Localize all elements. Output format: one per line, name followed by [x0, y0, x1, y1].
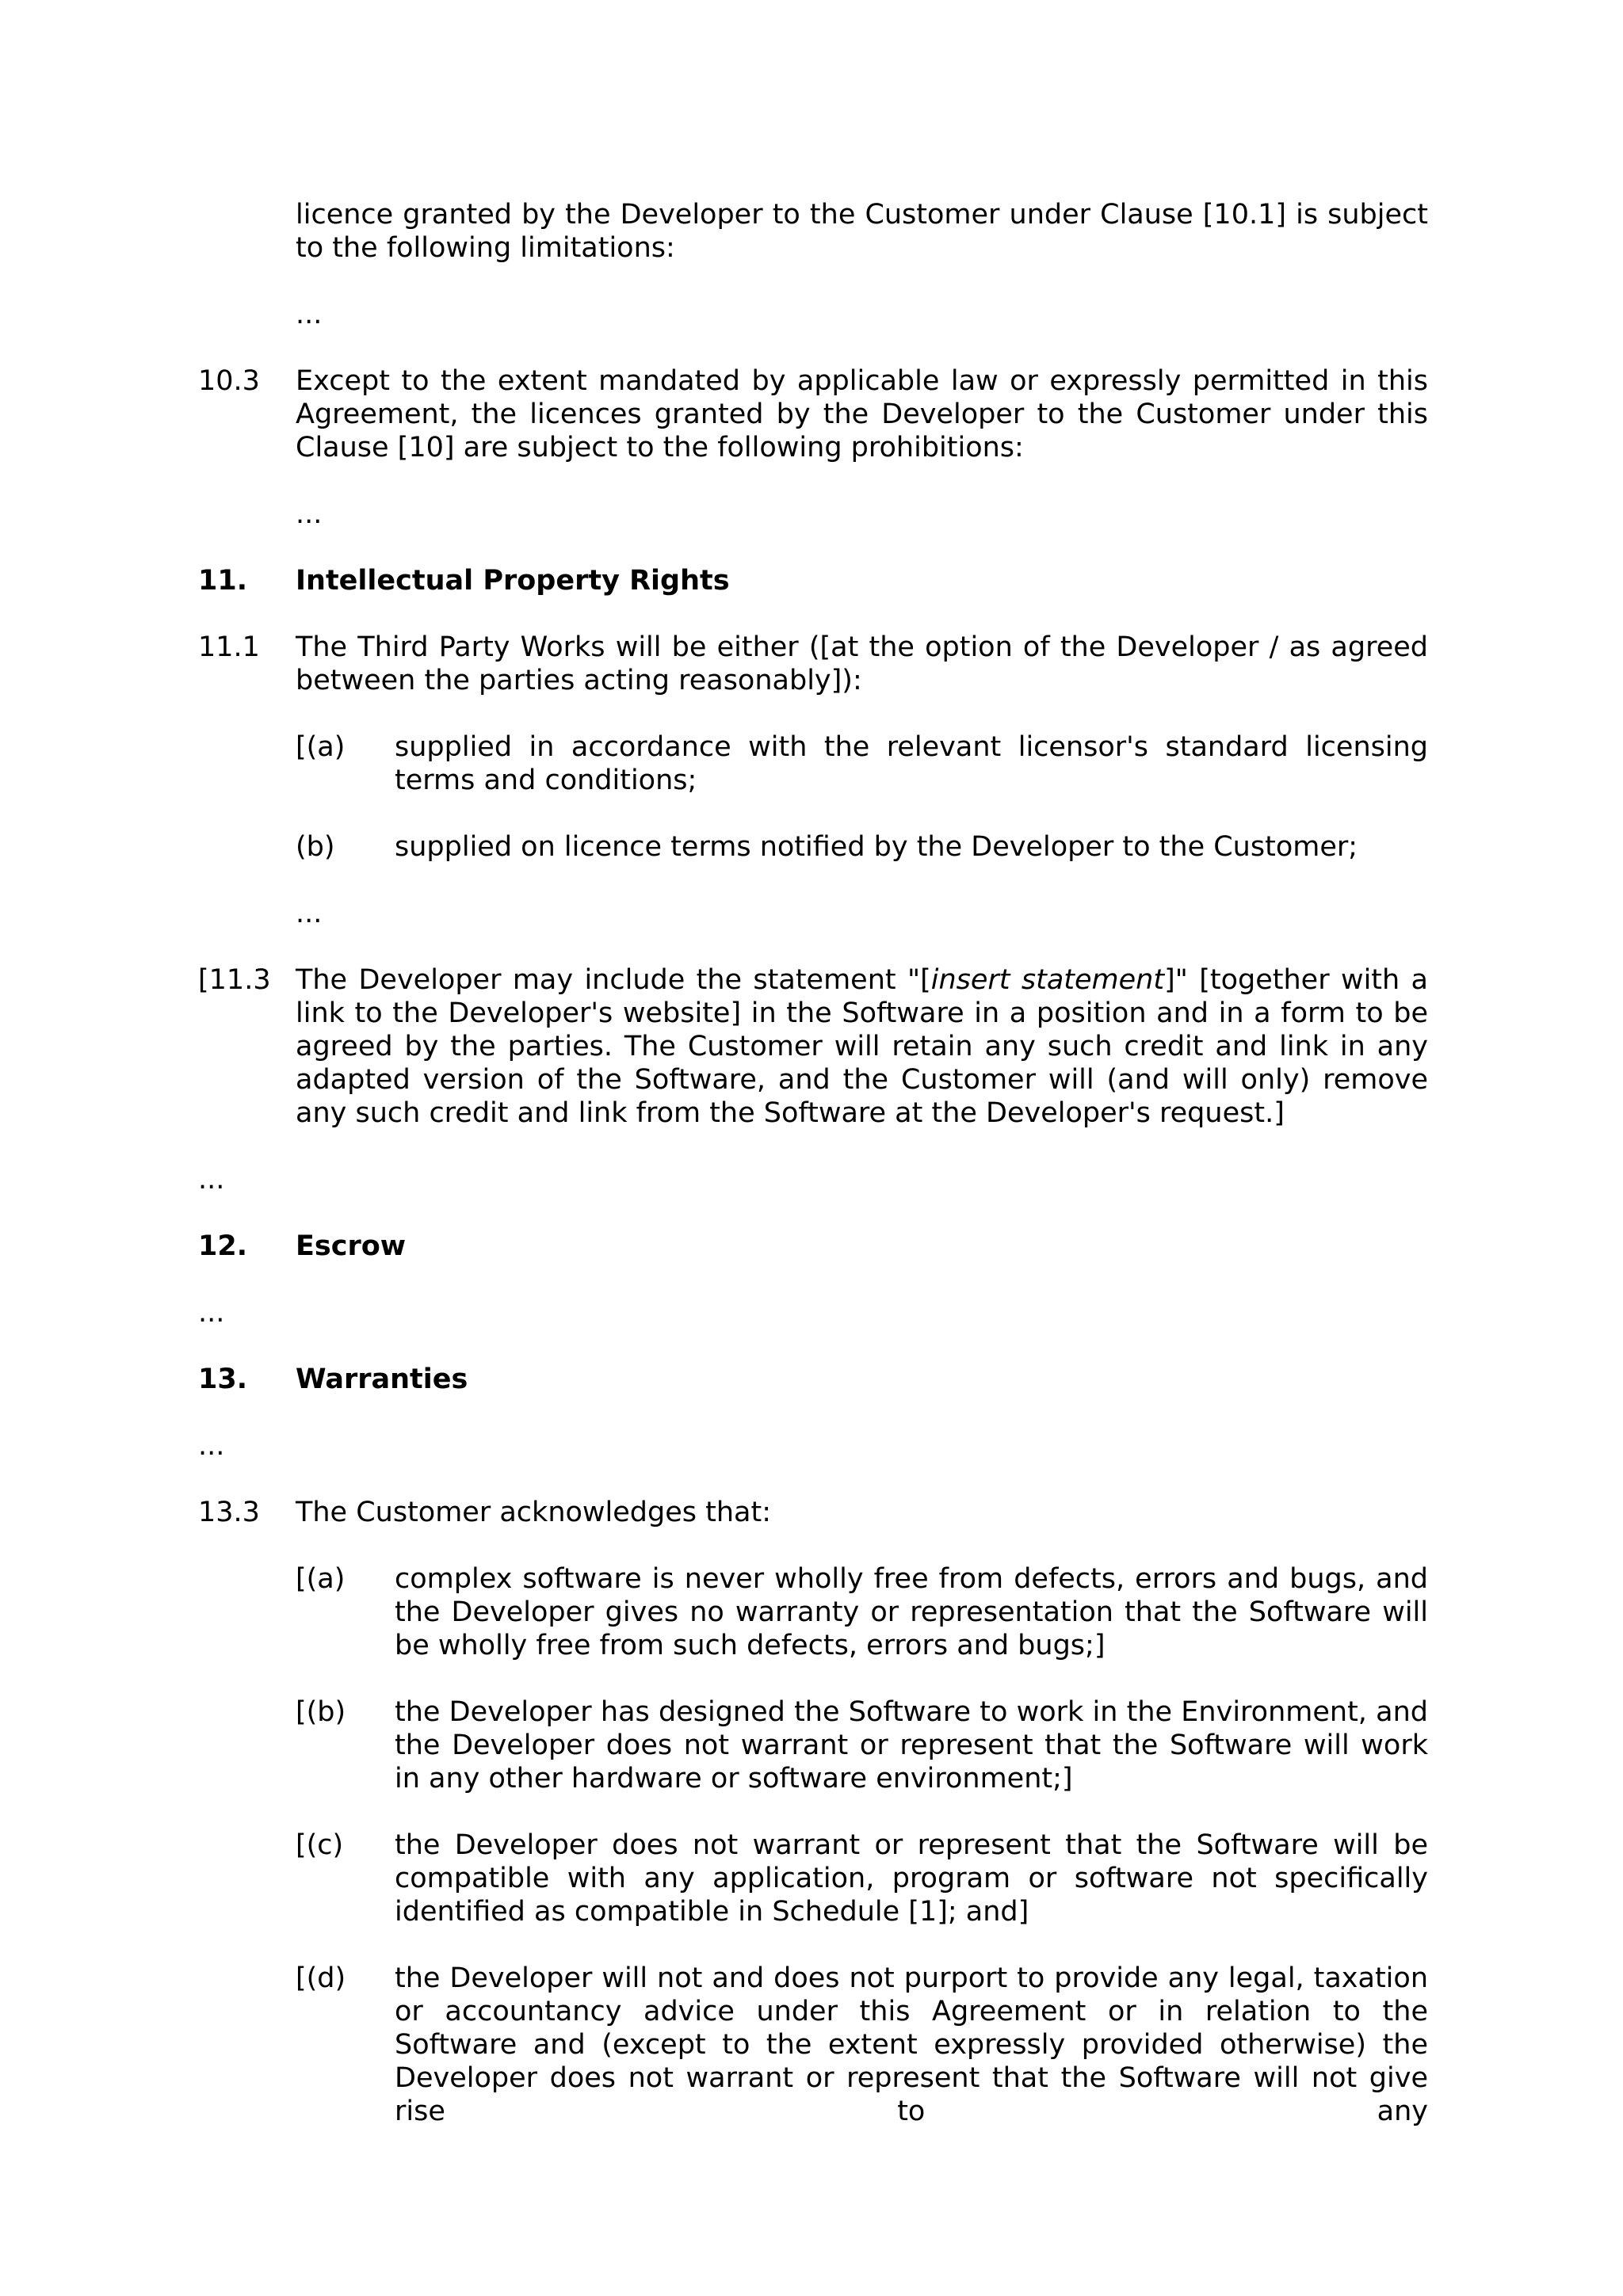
clause-13-3-d-text: the Developer will not and does not purport to provide any legal, taxation or accountancy advice under this Agreement or in relation to the Software and (except to the extent expressly provided otherwise) the Developer does not warrant or represent that the Software will not give rise to any — [395, 1962, 1428, 2127]
section-13-number: 13. — [198, 1363, 248, 1395]
section-11-heading: Intellectual Property Rights — [296, 565, 730, 597]
ellipsis: ... — [198, 1164, 225, 1196]
clause-10-3-number: 10.3 — [198, 365, 260, 397]
clause-13-3-c-label: [(c) — [296, 1829, 344, 1861]
section-11-number: 11. — [198, 565, 248, 597]
clause-11-3-text — [296, 963, 1428, 1130]
clause-11-1-a-label: [(a) — [296, 731, 346, 763]
clause-10-3-text: Except to the extent mandated by applicable law or expressly permitted in this Agreement, the licences granted by the Developer to the Customer under this Clause [10] are subject to the following prohibitions: — [296, 365, 1428, 463]
clause-10-2-continuation: licence granted by the Developer to the Customer under Clause [10.1] is subject to the following limitations: — [296, 199, 1428, 264]
clause-11-1-a-text: supplied in accordance with the relevant licensor's standard licensing terms and conditions; — [395, 731, 1428, 796]
clause-13-3-a-label: [(a) — [296, 1563, 346, 1595]
section-13-heading: Warranties — [296, 1363, 468, 1395]
clause-11-3-placeholder: insert statement — [930, 964, 1165, 996]
clause-11-3-number: [11.3 — [198, 964, 271, 996]
section-12-heading: Escrow — [296, 1230, 407, 1262]
clause-13-3-number: 13.3 — [198, 1497, 260, 1528]
clause-13-3-b-label: [(b) — [296, 1696, 346, 1728]
ellipsis: ... — [296, 898, 323, 929]
clause-11-1-b-label: (b) — [296, 831, 335, 863]
clause-13-3-d-label: [(d) — [296, 1962, 346, 1994]
ellipsis: ... — [198, 1430, 225, 1462]
clause-13-3-c-text: the Developer does not warrant or represent that the Software will be compatible with any application, program or software not specifically identified as compatible in Schedule [1]; and] — [395, 1829, 1428, 1928]
clause-11-3-text-post: ]" [together with a link to the Developer's website] in the Software in a position and in a form to be agreed by the parties. The Customer will retain any such credit and link in any adapted version of the Software, and the Customer will (and will only) remove any such credit and link from the Software at the Developer's request.] — [296, 964, 1429, 1129]
clause-13-3-b-text: the Developer has designed the Software to work in the Environment, and the Developer does not warrant or represent that the Software will work in any other hardware or software environment;] — [395, 1696, 1428, 1794]
clause-13-3-text: The Customer acknowledges that: — [296, 1497, 771, 1528]
clause-13-3-a-text: complex software is never wholly free from defects, errors and bugs, and the Developer gives no warranty or representation that the Software will be wholly free from such defects, errors and bugs;] — [395, 1563, 1428, 1661]
ellipsis: ... — [296, 498, 323, 530]
clause-11-1-text: The Third Party Works will be either ([at the option of the Developer / as agreed between the parties acting reasonably]): — [296, 631, 1428, 696]
ellipsis: ... — [296, 299, 323, 330]
clause-11-1-b-text: supplied on licence terms notified by the Developer to the Customer; — [395, 831, 1358, 863]
section-12-number: 12. — [198, 1230, 248, 1262]
clause-11-1-number: 11.1 — [198, 631, 260, 663]
clause-11-3-text-pre: The Developer may include the statement "[ — [296, 964, 931, 996]
ellipsis: ... — [198, 1297, 225, 1329]
